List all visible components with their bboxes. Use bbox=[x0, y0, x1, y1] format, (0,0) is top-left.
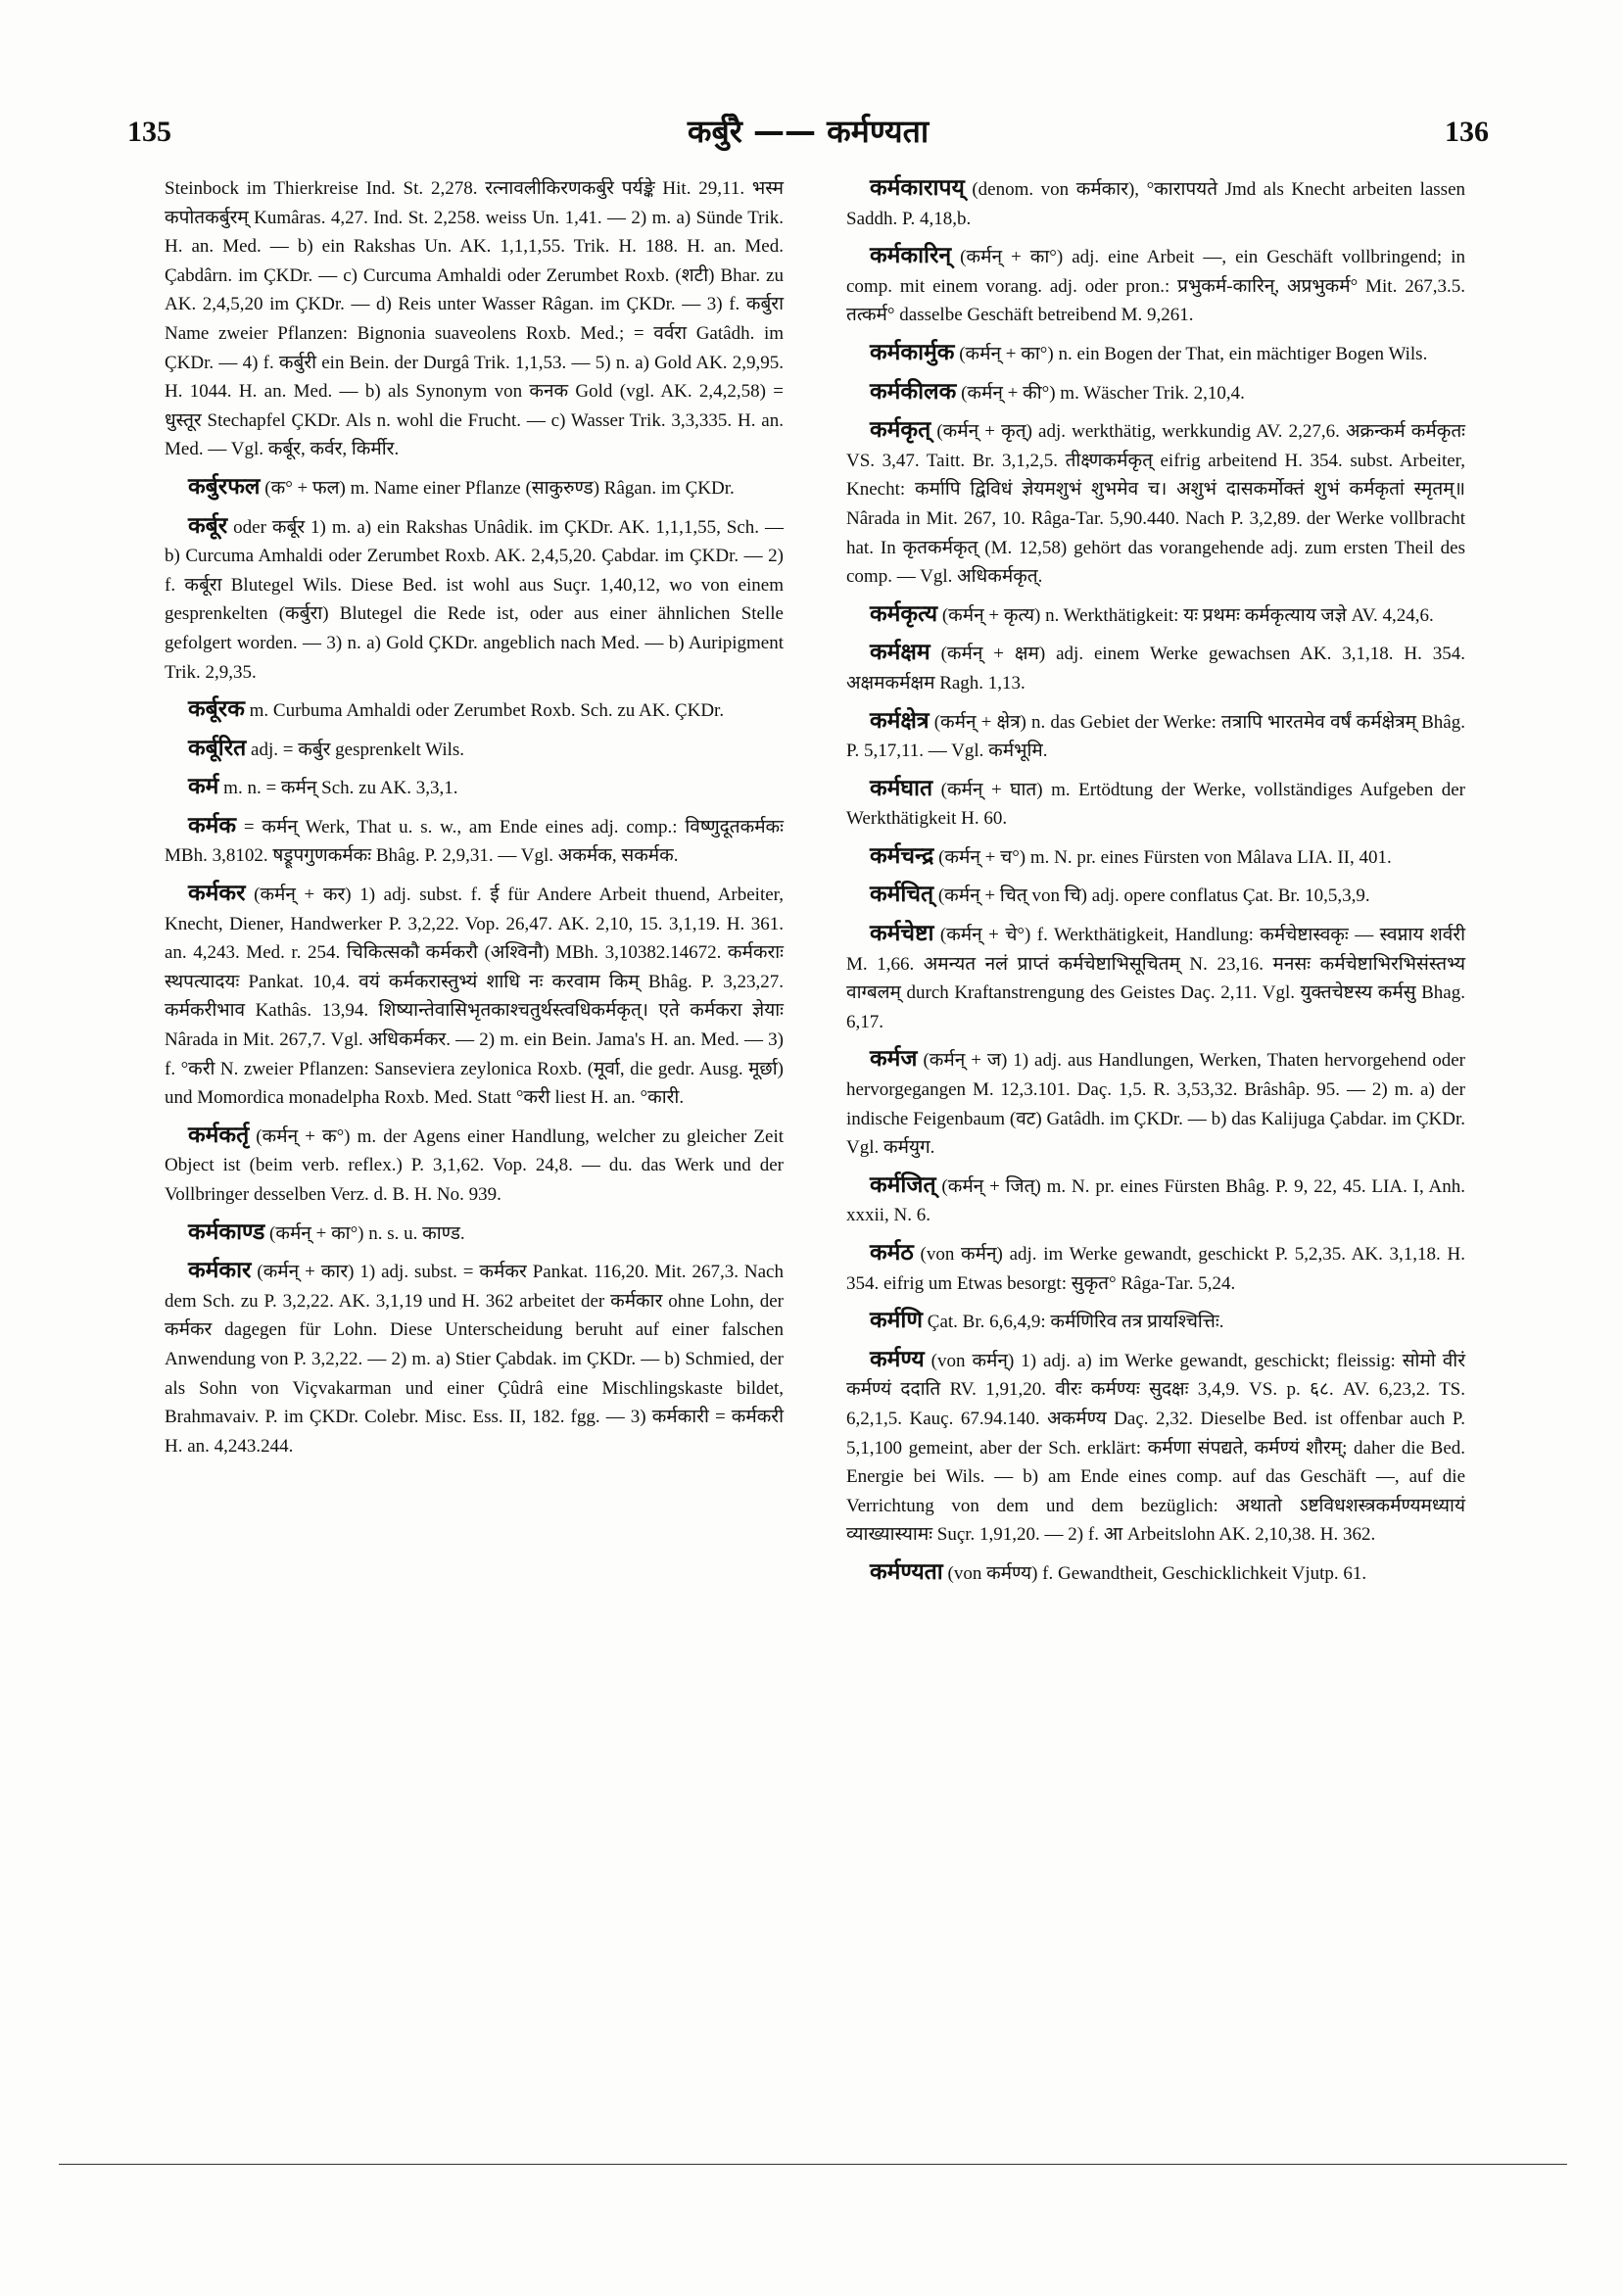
entry-text: (कर्मन् + क्षेत्र) n. das Gebiet der Werke: तत्रापि भारतमेव वर्षं कर्मक्षेत्रम् Bhâg. P. 5,17,11. — Vgl. कर्मभूमि. bbox=[846, 711, 1465, 762]
entry-headword: कर्मणि bbox=[870, 1308, 924, 1334]
page-header bbox=[127, 108, 1489, 157]
dictionary-entry bbox=[846, 775, 1465, 834]
entry-headword: कर्मण्यता bbox=[870, 1558, 943, 1585]
dictionary-entry bbox=[846, 600, 1465, 631]
entry-text: oder कर्बूर 1) m. a) ein Rakshas Unâdik. im ÇKDr. AK. 1,1,1,55, Sch. — b) Curcuma Amhaldi oder Zerumbet Roxb. AK. 2,4,5,20. Çabdar. im ÇKDr. — 2) f. कर्बूरा Blutegel Wils. Diese Bed. ist wohl aus Suçr. 1,40,12, wo von einem gesprenkelten (कर्बुरा) Blutegel die Rede ist, oder aus einer ähnlichen Stelle gefolgert worden. — 3) n. a) Gold ÇKDr. angeblich nach Med. — b) Auripigment Trik. 2,9,35. bbox=[165, 516, 784, 683]
entry-headword: कर्मकर bbox=[188, 881, 246, 907]
dictionary-entry bbox=[165, 1219, 784, 1249]
entry-headword: कर्मकाण्ड bbox=[188, 1219, 265, 1245]
entry-text: (von कर्मण्य) f. Gewandtheit, Geschicklichkeit Vjutp. 61. bbox=[942, 1562, 1367, 1584]
entry-headword: कर्बूरित bbox=[188, 735, 247, 761]
entry-headword: कर्मठ bbox=[870, 1240, 914, 1266]
dictionary-entry bbox=[846, 1346, 1465, 1550]
dictionary-entry bbox=[846, 707, 1465, 766]
entry-text: m. Curbuma Amhaldi oder Zerumbet Roxb. Sch. zu AK. ÇKDr. bbox=[244, 700, 725, 722]
entry-text: (कर्मन् + क्षम) adj. einem Werke gewachsen AK. 3,1,18. H. 354. अक्षमकर्मक्षम Ragh. 1,13. bbox=[846, 644, 1465, 694]
entry-text: (कर्मन् + च°) m. N. pr. eines Fürsten von Mâlava LIA. II, 401. bbox=[933, 846, 1392, 868]
entry-headword: कर्मज bbox=[870, 1046, 918, 1073]
entry-headword: कर्मकार bbox=[188, 1258, 252, 1284]
dictionary-entry bbox=[846, 881, 1465, 911]
dictionary-entry bbox=[846, 842, 1465, 873]
entry-text: (von कर्मन्) 1) adj. a) im Werke gewandt, geschickt; fleissig: सोमो वीरं कर्मण्यं ददाति RV. 1,91,20. वीरः कर्मण्यः सुदक्षः 3,4,9. VS. p. ६८. AV. 6,23,2. TS. 6,2,1,5. Kauç. 67.94.140. अकर्मण्य Daç. 2,32. Dieselbe Bed. ist offenbar auch P. 5,1,100 gemeint, aber der Sch. erklärt: कर्मणा संपद्यते, कर्मण्यं शौरम्; daher die Bed. Energie bei Wils. — b) am Ende eines comp. auf das Geschäft —, auf die Verrichtung von dem und dem bezüglich: अथातो ऽष्टविधशस्त्रकर्मण्यमध्यायं व्याख्यास्यामः Suçr. 1,91,20. — 2) f. आ Arbeitslohn AK. 2,10,38. H. 362. bbox=[846, 1350, 1465, 1546]
entry-text: (कर्मन् + का°) n. ein Bogen der That, ein mächtiger Bogen Wils. bbox=[954, 343, 1428, 364]
entry-text: (क° + फल) m. Name einer Pflanze (साकुरुण्ड) Râgan. im ÇKDr. bbox=[260, 477, 735, 499]
entry-text: (कर्मन् + जित्) m. N. pr. eines Fürsten Bhâg. P. 9, 22, 45. LIA. I, Anh. xxxii, N. 6. bbox=[846, 1175, 1465, 1226]
dictionary-entry bbox=[165, 880, 784, 1113]
entry-text: Steinbock im Thierkreise Ind. St. 2,278. रत्नावलीकिरणकर्बुरे पर्यङ्के Hit. 29,11. भस्म कपोतकर्बुरम् Kumâras. 4,27. Ind. St. 2,258. weiss Un. 1,41. — 2) m. a) Sünde Trik. H. an. Med. — b) ein Rakshas Un. AK. 1,1,1,55. Trik. H. 188. H. an. Med. Çabdârn. im ÇKDr. — c) Curcuma Amhaldi oder Zerumbet Roxb. (शटी) Bhar. zu AK. 2,4,5,20 im ÇKDr. — d) Reis unter Wasser Râgan. im ÇKDr. — 3) f. कर्बुरा Name zweier Pflanzen: Bignonia suaveolens Roxb. Med.; = वर्वरा Gatâdh. im ÇKDr. — 4) f. कर्बुरी ein Bein. der Durgâ Trik. 1,1,53. — 5) n. a) Gold AK. 2,9,95. H. 1044. H. an. Med. — b) als Synonym von कनक Gold (vgl. AK. 2,4,2,58) = धुस्तूर Stechapfel ÇKDr. Als n. wohl die Frucht. — c) Wasser Trik. 3,3,335. H. an. Med. — Vgl. कर्बूर, कर्वर, किर्मीर. bbox=[165, 178, 784, 460]
dictionary-entry bbox=[165, 773, 784, 803]
page-number-right: 136 bbox=[1445, 116, 1489, 148]
dictionary-entry bbox=[846, 378, 1465, 408]
entry-headword: कर्मचित् bbox=[870, 882, 934, 908]
entry-text: (कर्मन् + का°) n. s. u. काण्ड. bbox=[264, 1222, 465, 1244]
entry-headword: कर्मकारिन् bbox=[870, 243, 952, 269]
dictionary-entry bbox=[846, 416, 1465, 592]
entry-text: (कर्मन् + चे°) f. Werkthätigkeit, Handlung: कर्मचेष्टास्वकृः — स्वप्नाय शर्वरी M. 1,66. अमन्यत नलं प्राप्तं कर्मचेष्टाभिसूचितम् N. 23,16. मनसः कर्मचेष्टाभिरभिसंस्तभ्य वाग्बलम् durch Kraftanstrengung des Geistes Daç. 2,11. Vgl. युक्तचेष्टस्य कर्मसु Bhag. 6,17. bbox=[846, 925, 1465, 1032]
entry-text: m. n. = कर्मन् Sch. zu AK. 3,3,1. bbox=[218, 778, 458, 799]
dictionary-entry bbox=[846, 242, 1465, 330]
entry-text: (denom. von कर्मकार), °कारापयते Jmd als Knecht arbeiten lassen Saddh. P. 4,18,b. bbox=[846, 179, 1465, 229]
entry-text: (कर्मन् + क°) m. der Agens einer Handlung, welcher zu gleicher Zeit Object ist (beim verb. reflex.) P. 3,1,62. Vop. 24,8. — du. das Werk und der Vollbringer desselben Verz. d. B. H. No. 939. bbox=[165, 1125, 784, 1205]
entry-headword: कर्बूरक bbox=[188, 696, 245, 723]
dictionary-entry bbox=[165, 695, 784, 726]
entry-headword: कर्मचेष्टा bbox=[870, 921, 934, 947]
entry-headword: कर्मकर्तृ bbox=[188, 1122, 250, 1148]
dictionary-entry bbox=[846, 1307, 1465, 1337]
page-number-left: 135 bbox=[127, 116, 171, 148]
entry-headword: कर्मण्य bbox=[870, 1346, 925, 1372]
dictionary-entry bbox=[165, 1122, 784, 1210]
entry-headword: कर्मचन्द्र bbox=[870, 842, 934, 869]
entry-headword: कर्बुरफल bbox=[188, 473, 261, 500]
entry-text: (कर्मन् + कर) 1) adj. subst. f. ई für Andere Arbeit thuend, Arbeiter, Knecht, Diener, Handwerker P. 3,2,22. Vop. 26,47. AK. 2,10, 15. 3,1,19. H. 361. an. 4,243. Med. r. 254. चिकित्सकौ कर्मकरौ (अश्विनौ) MBh. 3,10382.14672. कर्मकराः स्थपत्यादयः Pankat. 10,4. वयं कर्मकरास्तुभ्यं शाधि नः करवाम किम् Bhâg. P. 3,23,27. कर्मकरीभाव Kathâs. 13,94. शिष्यान्तेवासिभृतकाश्चतुर्थस्त्वधिकर्मकृत्। एते कर्मकरा ज्ञेयाः Nârada in Mit. 267,7. Vgl. अधिकर्मकर. — 2) m. ein Bein. Jama's H. an. Med. — 3) f. °करी N. zweier Pflanzen: Sanseviera zeylonica Roxb. (मूर्वा, die gedr. Ausg. मूर्छा) und Momordica monadelpha Roxb. Med. Statt °करी liest H. an. °कारी. bbox=[165, 885, 784, 1109]
entry-headword: कर्म bbox=[188, 774, 219, 800]
entry-text: (कर्मन् + की°) m. Wäscher Trik. 2,10,4. bbox=[956, 382, 1245, 404]
entry-text: (कर्मन् + घात) m. Ertödtung der Werke, vollständiges Aufgeben der Werkthätigkeit H. 60. bbox=[846, 779, 1465, 830]
entry-headword: कर्मकीलक bbox=[870, 378, 957, 405]
entry-headword: कर्मक्षेत्र bbox=[870, 707, 930, 734]
footer-rule bbox=[59, 2164, 1567, 2165]
entry-text: (von कर्मन्) adj. im Werke gewandt, geschickt P. 5,2,35. AK. 3,1,18. H. 354. eifrig um Etwas besorgt: सुकृत° Râga-Tar. 5,24. bbox=[846, 1244, 1465, 1294]
dictionary-entry bbox=[846, 920, 1465, 1036]
entry-text: Çat. Br. 6,6,4,9: कर्मणिरिव तत्र प्रायश्चित्तिः. bbox=[923, 1312, 1224, 1333]
dictionary-entry bbox=[846, 1558, 1465, 1589]
dictionary-entry bbox=[165, 512, 784, 688]
entry-headword: कर्मकार्मुक bbox=[870, 339, 955, 365]
dictionary-entry bbox=[165, 812, 784, 871]
entry-headword: कर्मघात bbox=[870, 775, 933, 801]
entry-headword: कर्मजित् bbox=[870, 1172, 936, 1198]
entry-text: adj. = कर्बुर gesprenkelt Wils. bbox=[246, 739, 465, 760]
dictionary-entry bbox=[165, 1257, 784, 1460]
running-head: कर्बुरै —— कर्मण्यता bbox=[687, 113, 930, 150]
entry-headword: कर्मकृत् bbox=[870, 417, 931, 444]
entry-text: (कर्मन् + कृत्य) n. Werkthätigkeit: यः प्रथमः कर्मकृत्याय जज्ञे AV. 4,24,6. bbox=[937, 604, 1434, 626]
dictionary-entry bbox=[165, 735, 784, 765]
entry-headword: कर्मकारापय् bbox=[870, 175, 965, 201]
dictionary-entry bbox=[165, 174, 784, 464]
entry-text: = कर्मन् Werk, That u. s. w., am Ende eines adj. comp.: विष्णुदूतकर्मकः MBh. 3,8102. षड्रूपगुणकर्मकः Bhâg. P. 2,9,31. — Vgl. अकर्मक, सकर्मक. bbox=[165, 816, 784, 867]
dictionary-entry bbox=[846, 174, 1465, 233]
dictionary-entry bbox=[846, 1045, 1465, 1162]
entry-headword: कर्मक bbox=[188, 812, 237, 838]
dictionary-entry bbox=[846, 339, 1465, 369]
entry-headword: कर्मकृत्य bbox=[870, 600, 938, 627]
dictionary-entry bbox=[846, 1239, 1465, 1298]
entry-text: (कर्मन् + ज) 1) adj. aus Handlungen, Werken, Thaten hervorgehend oder hervorgegangen M. 12,3.101. Daç. 1,5. R. 3,53,32. Brâshâp. 95. — 2) m. a) der indische Feigenbaum (वट) Gatâdh. im ÇKDr. — b) das Kalijuga Çabdar. im ÇKDr. Vgl. कर्मयुग. bbox=[846, 1050, 1465, 1159]
entry-text: (कर्मन् + कृत्) adj. werkthätig, werkkundig AV. 2,27,6. अक्रन्कर्म कर्मकृतः VS. 3,47. Taitt. Br. 3,1,2,5. तीक्ष्णकर्मकृत् eifrig arbeitend H. 354. subst. Arbeiter, Knecht: कर्मापि द्विविधं ज्ञेयमशुभं शुभमेव च। अशुभं दासकर्मोक्तं शुभं कर्मकृतां स्मृतम्॥ Nârada in Mit. 267, 10. Râga-Tar. 5,90.440. Nach P. 3,2,89. der Werke vollbracht hat. In कृतकर्मकृत् (M. 12,58) gehört das vorangehende adj. zum ersten Theil des comp. — Vgl. अधिकर्मकृत्. bbox=[846, 421, 1465, 588]
entry-text: (कर्मन् + कार) 1) adj. subst. = कर्मकर Pankat. 116,20. Mit. 267,3. Nach dem Sch. zu P. 3,2,22. AK. 3,1,19 und H. 362 arbeitet der कर्मकार ohne Lohn, der कर्मकर dagegen für Lohn. Diese Unterscheidung beruht auf einer falschen Anwendung von P. 3,2,22. — 2) m. a) Stier Çabdak. im ÇKDr. — b) Schmied, der als Sohn von Viçvakarman und einer Çûdrâ eine Mischlingskaste bildet, Brahmavaiv. P. im ÇKDr. Colebr. Misc. Ess. II, 182. fgg. — 3) कर्मकारी = कर्मकरी H. an. 4,243.244. bbox=[165, 1262, 784, 1457]
right-column bbox=[846, 174, 1465, 1598]
entry-text: (कर्मन् + चित् von चि) adj. opere conflatus Çat. Br. 10,5,3,9. bbox=[933, 885, 1370, 907]
dictionary-entry bbox=[846, 639, 1465, 697]
dictionary-entry bbox=[165, 473, 784, 503]
entry-text: (कर्मन् + का°) adj. eine Arbeit —, ein Geschäft vollbringend; in comp. mit einem vorang. adj. oder pron.: प्रभुकर्म-कारिन्, अप्रभुकर्म° Mit. 267,3.5. तत्कर्म° dasselbe Geschäft betreibend M. 9,261. bbox=[846, 247, 1465, 326]
entry-headword: कर्बूर bbox=[188, 512, 228, 539]
entry-headword: कर्मक्षम bbox=[870, 640, 930, 666]
left-column bbox=[165, 174, 784, 1469]
dictionary-entry bbox=[846, 1172, 1465, 1230]
